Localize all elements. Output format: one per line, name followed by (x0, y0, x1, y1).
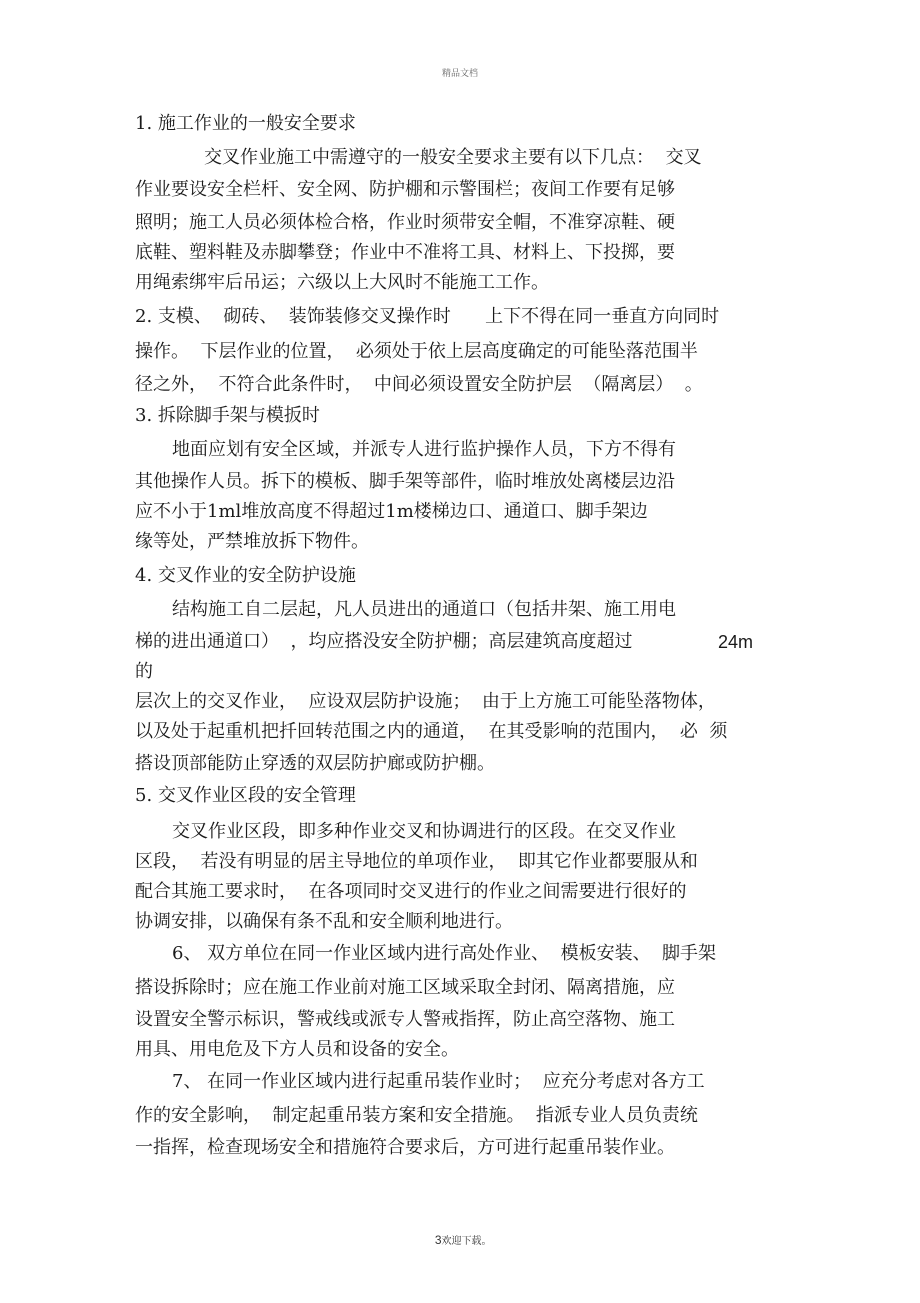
page-number: 3 (434, 1233, 442, 1247)
paragraph-line: 以及处于起重机把扦回转范围之内的通道， 在其受影响的范围内， 必 须 (135, 721, 728, 742)
paragraph-line: 搭设拆除时；应在施工作业前对施工区域采取全封闭、隔离措施，应 (135, 977, 675, 998)
paragraph-line: 结构施工自二层起，凡人员进出的通道口（包括井架、施工用电 (172, 599, 676, 620)
paragraph-line: 照明；施工人员必须体检合格，作业时须带安全帽，不准穿凉鞋、硬 (135, 212, 675, 233)
paragraph-line: 底鞋、塑料鞋及赤脚攀登；作业中不准将工具、材料上、下投掷，要 (135, 242, 675, 263)
paragraph-line: 作业要设安全栏杆、安全网、防护棚和示警围栏；夜间工作要有足够 (135, 179, 675, 200)
paragraph-line: 作的安全影响， 制定起重吊装方案和安全措施。 指派专业人员负责统 (135, 1105, 698, 1126)
heading-2: 2. 支模、 砌砖、 装饰装修交叉操作时 上下不得在同一垂直方向同时 (135, 306, 720, 327)
paragraph-line: 地面应划有安全区域，并派专人进行监护操作人员，下方不得有 (172, 439, 676, 460)
paragraph-line: 梯的进出通道口） ，均应搭没安全防护棚；高层建筑高度超过 (135, 631, 633, 652)
page-header: 精品文档 (441, 69, 478, 79)
paragraph-line: 搭设顶部能防止穿透的双层防护廊或防护棚。 (135, 753, 495, 774)
footer-text: 欢迎下载 (441, 1236, 482, 1247)
heading-3: 3. 拆除脚手架与模扳时 (135, 405, 320, 426)
paragraph-line: 区段， 若没有明显的居主导地位的单项作业， 即其它作业都要服从和 (135, 851, 698, 872)
heading-4: 4. 交叉作业的安全防护设施 (135, 565, 356, 586)
paragraph-line: 径之外， 不符合此条件时， 中间必须设置安全防护层 （隔离层） 。 (135, 374, 703, 395)
paragraph-line: 交叉作业区段，即多种作业交叉和协调进行的区段。在交叉作业 (172, 821, 676, 842)
heading-1: 1. 施工作业的一般安全要求 (135, 113, 356, 134)
paragraph-line: 的 (135, 661, 153, 682)
footer-dot: 。 (481, 1236, 492, 1247)
paragraph-line: 一指挥，检查现场安全和措施符合要求后，方可进行起重吊装作业。 (135, 1137, 675, 1158)
paragraph-line: 应不小于1ml堆放高度不得超过1m楼梯边口、通道口、脚手架边 (135, 501, 648, 522)
heading-5: 5. 交叉作业区段的安全管理 (135, 785, 356, 806)
paragraph-line: 用绳索绑牢后吊运；六级以上大风时不能施工工作。 (135, 272, 549, 293)
height-value: 24m (718, 632, 754, 652)
paragraph-line: 6、 双方单位在同一作业区域内进行高处作业、 模板安装、 脚手架 (172, 943, 717, 964)
paragraph-line: 其他操作人员。拆下的模板、脚手架等部件，临时堆放处离楼层边沿 (135, 471, 675, 492)
paragraph-line: 用具、用电危及下方人员和设备的安全。 (135, 1039, 459, 1060)
page-footer (0, 1221, 920, 1247)
paragraph-line: 7、 在同一作业区域内进行起重吊装作业时； 应充分考虑对各方工 (172, 1071, 705, 1092)
paragraph-line: 设置安全警示标识，警戒线或派专人警戒指挥，防止高空落物、施工 (135, 1009, 675, 1030)
paragraph-line: 缘等处，严禁堆放拆下物件。 (135, 531, 369, 552)
paragraph-line: 层次上的交叉作业， 应设双层防护设施； 由于上方施工可能坠落物体， (135, 691, 716, 712)
paragraph-line: 配合其施工要求时， 在各项同时交叉进行的作业之间需要进行很好的 (135, 881, 687, 902)
paragraph-line: 协调安排，以确保有条不乱和安全顺利地进行。 (135, 911, 513, 932)
paragraph-line: 操作。 下层作业的位置， 必须处于依上层高度确定的可能坠落范围半 (135, 341, 698, 362)
paragraph-line: 交叉作业施工中需遵守的一般安全要求主要有以下几点： 交叉 (204, 147, 702, 168)
